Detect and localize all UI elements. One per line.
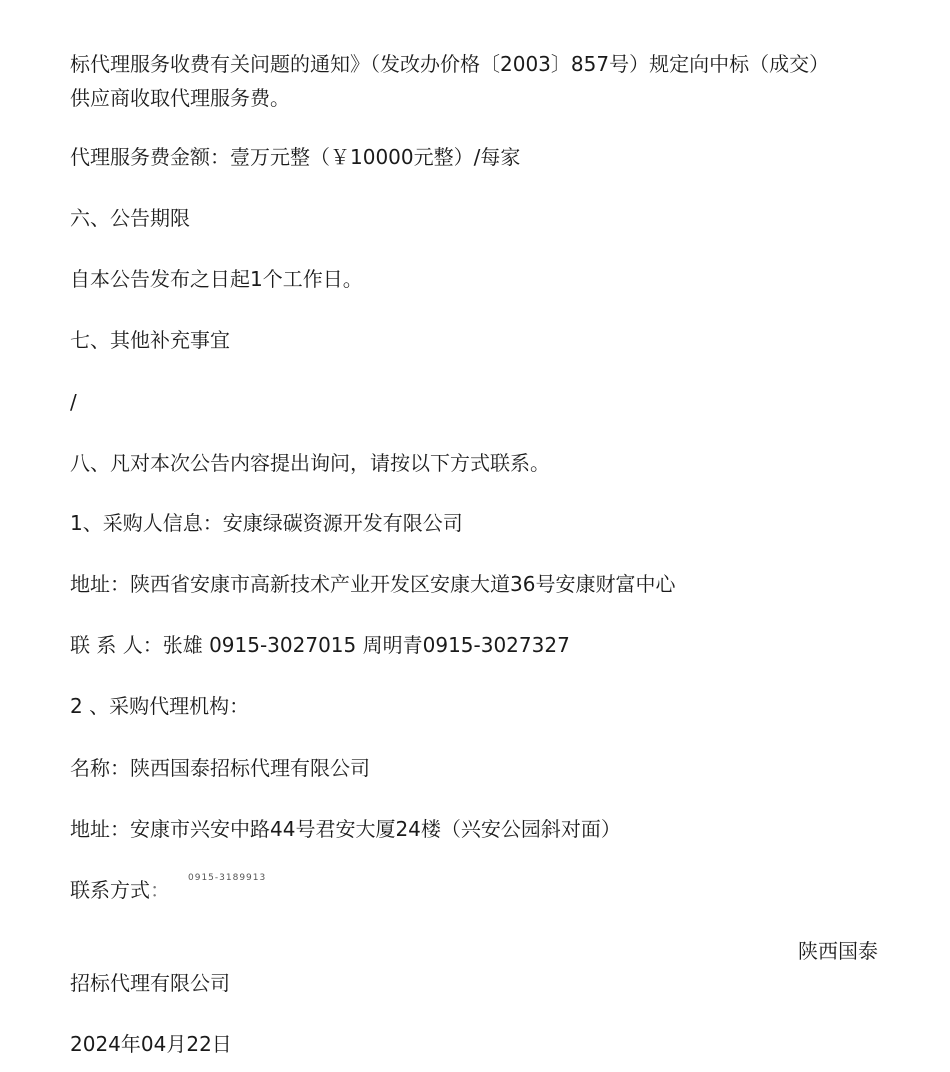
agency-contact-row bbox=[70, 873, 267, 903]
agency-contact bbox=[70, 873, 267, 903]
paragraph-fee-basis-continued: 供应商收取代理服务费。 bbox=[70, 86, 290, 110]
document-date: 2024年04月22日 bbox=[70, 1032, 232, 1056]
buyer-address: 地址：陕西省安康市高新技术产业开发区安康大道36号安康财富中心 bbox=[70, 572, 676, 596]
buyer-info: 1、采购人信息：安康绿碳资源开发有限公司 bbox=[70, 511, 463, 535]
section-heading-other-matters: 七、其他补充事宜 bbox=[70, 328, 230, 352]
section-heading-contact: 八、凡对本次公告内容提出询问，请按以下方式联系。 bbox=[70, 451, 550, 475]
agency-contact-label: 联系方式 bbox=[70, 878, 150, 902]
signature-right: 陕西国泰 bbox=[798, 939, 878, 963]
agency-name: 名称：陕西国泰招标代理有限公司 bbox=[70, 756, 370, 780]
section-heading-announcement-period: 六、公告期限 bbox=[70, 206, 190, 230]
agency-contact-value: 0915-3189913 bbox=[188, 873, 267, 883]
buyer-contact: 联 系 人：张雄 0915-3027015 周明青0915-3027327 bbox=[70, 633, 570, 657]
agency-heading: 2 、采购代理机构： bbox=[70, 694, 250, 718]
agency-contact-colon: ： bbox=[150, 878, 170, 902]
paragraph-other-matters: / bbox=[70, 390, 77, 414]
signature-continued: 招标代理有限公司 bbox=[70, 971, 230, 995]
paragraph-fee-basis: 标代理服务收费有关问题的通知》（发改办价格〔2003〕857号）规定向中标（成交） bbox=[70, 52, 830, 76]
agency-address: 地址：安康市兴安中路44号君安大厦24楼（兴安公园斜对面） bbox=[70, 817, 621, 841]
paragraph-announcement-period: 自本公告发布之日起1个工作日。 bbox=[70, 267, 363, 291]
paragraph-fee-amount: 代理服务费金额：壹万元整（￥10000元整）/每家 bbox=[70, 145, 521, 169]
